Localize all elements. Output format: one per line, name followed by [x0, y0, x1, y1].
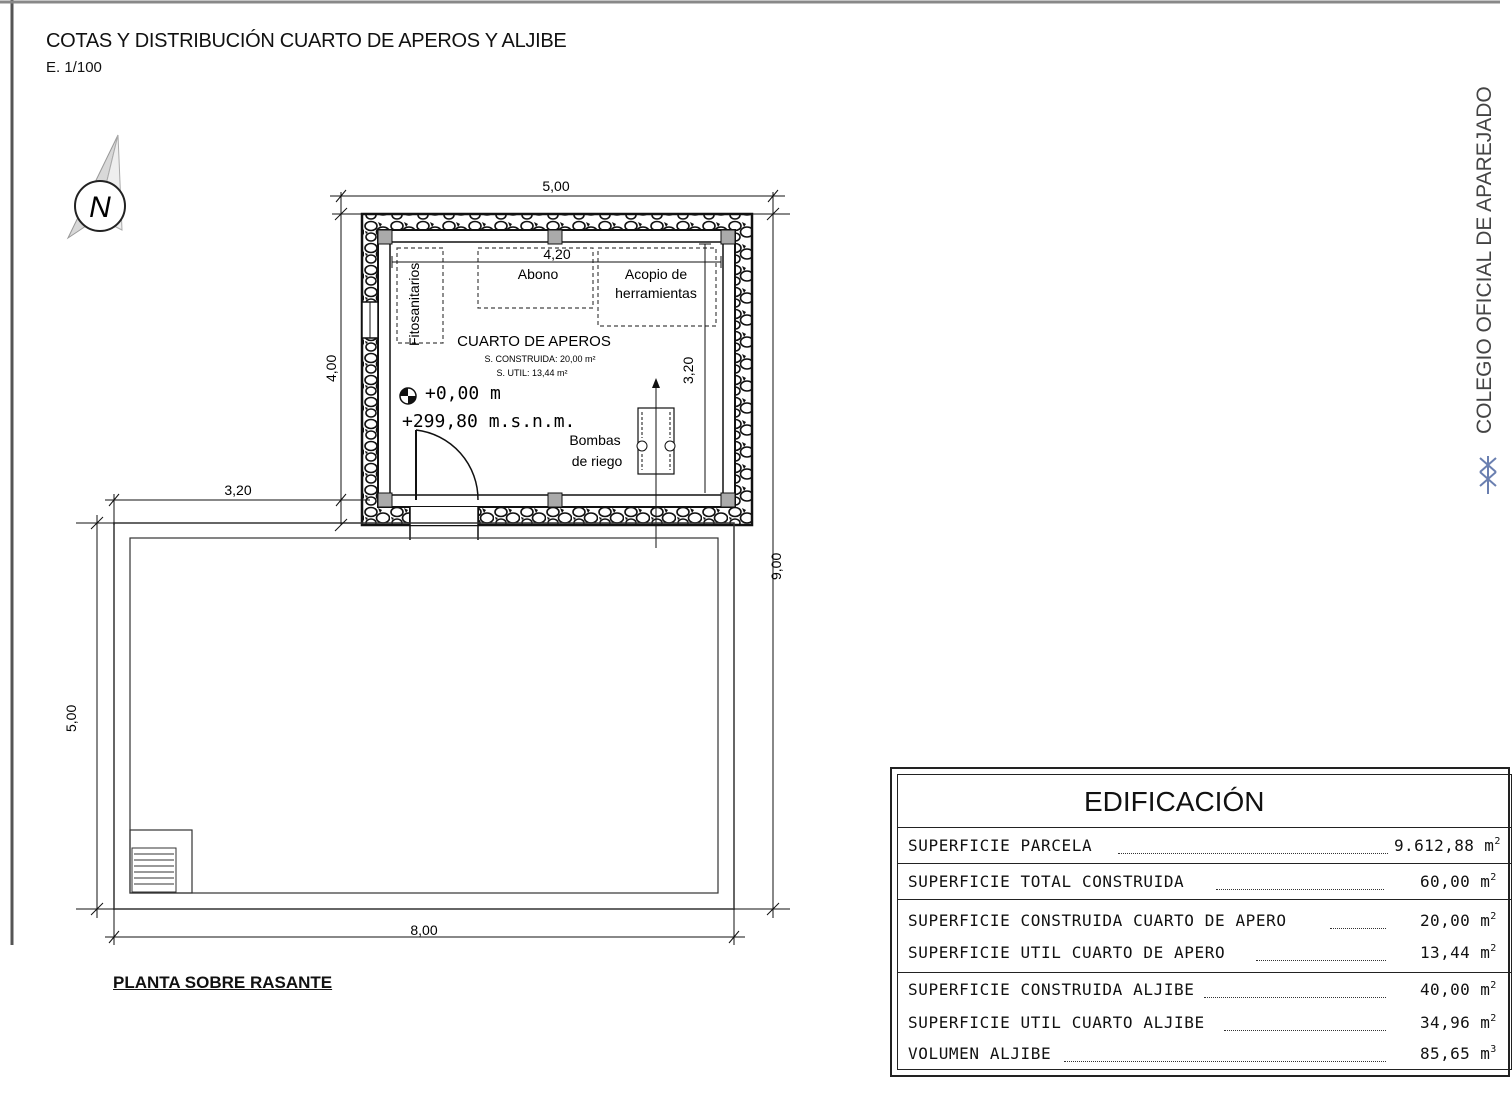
altitude-label: +299,80 m.s.n.m.	[402, 411, 576, 432]
dim-shed-depth-label: 4,00	[323, 354, 339, 382]
sheet-title: COTAS Y DISTRIBUCIÓN CUARTO DE APEROS Y ALJIBE	[46, 30, 567, 52]
row-value: 34,96 m	[1420, 1013, 1491, 1032]
pumps-label-2: de riego	[571, 453, 623, 469]
row-value: 40,00 m	[1420, 980, 1491, 999]
row-label: SUPERFICIE PARCELA	[908, 836, 1093, 855]
row-value: 60,00 m	[1420, 872, 1491, 891]
table-row	[898, 975, 1511, 1005]
table-row	[898, 867, 1511, 897]
zone-tools-2: herramientas	[615, 285, 697, 301]
dim-shed-width-label: 5,00	[542, 178, 570, 194]
row-unit: 2	[1490, 911, 1497, 922]
level-marker	[400, 388, 416, 404]
table-row	[898, 831, 1511, 861]
table-row	[898, 1008, 1511, 1038]
zone-fitosanitarios: Fitosanitarios	[406, 262, 422, 346]
dim-offset	[105, 494, 370, 525]
row-unit: 2	[1490, 943, 1497, 954]
scale-label: E. 1/100	[46, 59, 102, 76]
row-value: 9.612,88 m	[1394, 836, 1495, 855]
dim-offset-label: 3,20	[224, 482, 252, 498]
pumps-label-1: Bombas	[569, 432, 621, 448]
row-unit: 2	[1494, 836, 1501, 847]
table-row	[898, 1039, 1511, 1069]
dim-total-depth-label: 9,00	[768, 552, 784, 580]
dim-tank-width-label: 8,00	[410, 922, 438, 938]
zone-abono: Abono	[517, 266, 559, 282]
row-unit: 3	[1490, 1044, 1497, 1055]
zone-tools-1: Acopio de	[624, 266, 688, 282]
edificacion-title: EDIFICACIÓN	[898, 775, 1511, 828]
plan-caption: PLANTA SOBRE RASANTE	[113, 973, 333, 992]
room-useful-area: S. UTIL: 13,44 m²	[496, 368, 568, 378]
row-unit: 2	[1490, 980, 1497, 991]
room-built-area: S. CONSTRUIDA: 20,00 m²	[484, 354, 596, 364]
row-value: 13,44 m	[1420, 943, 1491, 962]
college-stamp-text: COLEGIO OFICIAL DE APAREJADO	[1473, 86, 1496, 434]
edificacion-table	[890, 767, 1510, 1077]
dim-inner-width-label: 4,20	[543, 246, 571, 262]
dim-inner-width	[392, 246, 721, 268]
dim-tank-depth-label: 5,00	[63, 704, 79, 732]
dim-tank-depth	[76, 515, 114, 918]
room-name: CUARTO DE APEROS	[457, 333, 611, 350]
row-label: SUPERFICIE CONSTRUIDA ALJIBE	[908, 980, 1195, 999]
row-label: SUPERFICIE UTIL CUARTO ALJIBE	[908, 1013, 1205, 1032]
table-row	[898, 906, 1511, 936]
row-unit: 2	[1490, 872, 1497, 883]
table-row	[898, 938, 1511, 968]
row-label: SUPERFICIE TOTAL CONSTRUIDA	[908, 872, 1185, 891]
row-value: 85,65 m	[1420, 1044, 1491, 1063]
dim-inner-depth-label: 3,20	[680, 356, 696, 384]
row-label: VOLUMEN ALJIBE	[908, 1044, 1052, 1063]
row-label: SUPERFICIE CONSTRUIDA CUARTO DE APERO	[908, 911, 1287, 930]
level-label: +0,00 m	[425, 383, 501, 404]
north-arrow	[68, 135, 125, 238]
row-label: SUPERFICIE UTIL CUARTO DE APERO	[908, 943, 1226, 962]
college-logo-icon	[1476, 452, 1500, 498]
water-tank	[114, 523, 734, 909]
row-unit: 2	[1490, 1013, 1497, 1024]
north-label: N	[89, 191, 111, 224]
row-value: 20,00 m	[1420, 911, 1491, 930]
